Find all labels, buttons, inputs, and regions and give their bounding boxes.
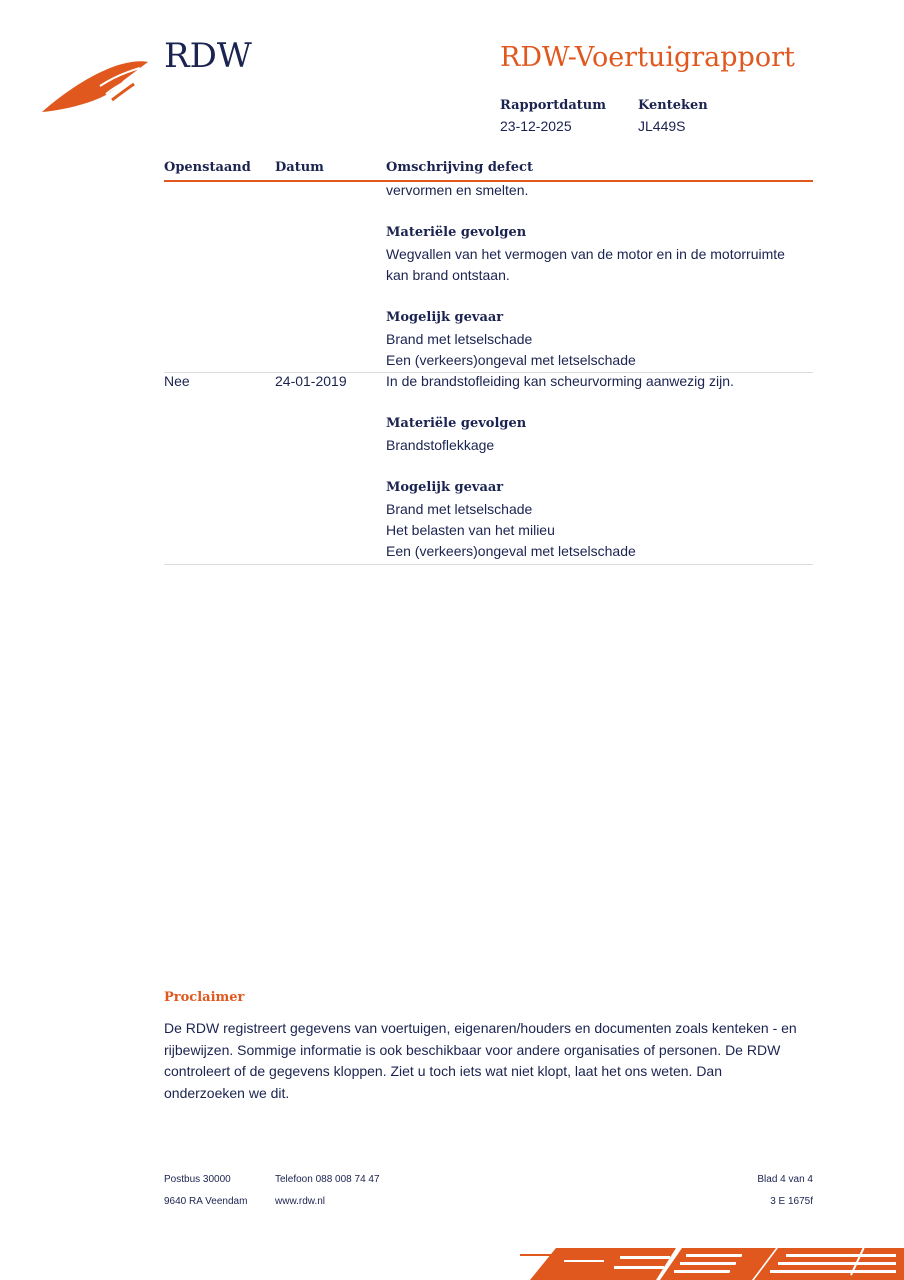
footer-address: 9640 RA Veendam [164,1196,248,1207]
consequences-label: Materiële gevolgen [386,416,527,431]
danger-line: Een (verkeers)ongeval met letselschade [386,543,636,559]
footer-phone: Telefoon 088 008 74 47 [275,1174,380,1185]
proclaimer-text: De RDW registreert gegevens van voertuigen, eigenaren/houders en documenten zoals kenteken - en rijbewijzen. Sommige informatie is ook beschikbaar voor andere organisaties of personen. De RDW controleert of de gegevens kloppen. Ziet u toch iets wat niet klopt, laat het ons weten. Dan onderzoeken we dit. [164,1020,797,1101]
footer-website-link[interactable]: www.rdw.nl [275,1196,326,1207]
license-plate-value: JL449S [638,118,686,134]
open-status: Nee [164,373,190,389]
column-header-date: Datum [275,160,324,175]
consequences-label: Materiële gevolgen [386,225,527,240]
danger-line: Brand met letselschade [386,501,533,517]
proclaimer-title: Proclaimer [164,990,245,1005]
footer-code: 3 E 1675f [770,1196,813,1207]
footer-postbus: Postbus 30000 [164,1174,231,1185]
footer-page-number: Blad 4 van 4 [757,1174,813,1185]
danger-label: Mogelijk gevaar [386,480,504,495]
danger-line: Brand met letselschade [386,331,533,347]
rdw-logo-icon [40,56,150,116]
danger-label: Mogelijk gevaar [386,310,504,325]
logo-text: RDW [164,36,252,76]
report-date-label: Rapportdatum [500,98,606,113]
defect-date: 24-01-2019 [275,373,347,389]
report-date-value: 23-12-2025 [500,118,572,134]
danger-line: Het belasten van het milieu [386,522,555,538]
defect-description: In de brandstofleiding kan scheurvorming aanwezig zijn. [386,373,734,389]
decorative-stripes-icon [516,1242,904,1280]
danger-line: Een (verkeers)ongeval met letselschade [386,352,636,368]
column-header-open: Openstaand [164,160,251,175]
consequences-line: Wegvallen van het vermogen van de motor en in de motorruimte [386,246,785,262]
column-header-description: Omschrijving defect [386,160,533,175]
description-continued: vervormen en smelten. [386,182,529,198]
row-divider [164,564,813,565]
license-plate-label: Kenteken [638,98,708,113]
consequences-line: kan brand ontstaan. [386,267,510,283]
consequences-line: Brandstoflekkage [386,437,495,453]
report-title: RDW-Voertuigrapport [500,42,795,73]
defects-table-header [164,158,813,182]
